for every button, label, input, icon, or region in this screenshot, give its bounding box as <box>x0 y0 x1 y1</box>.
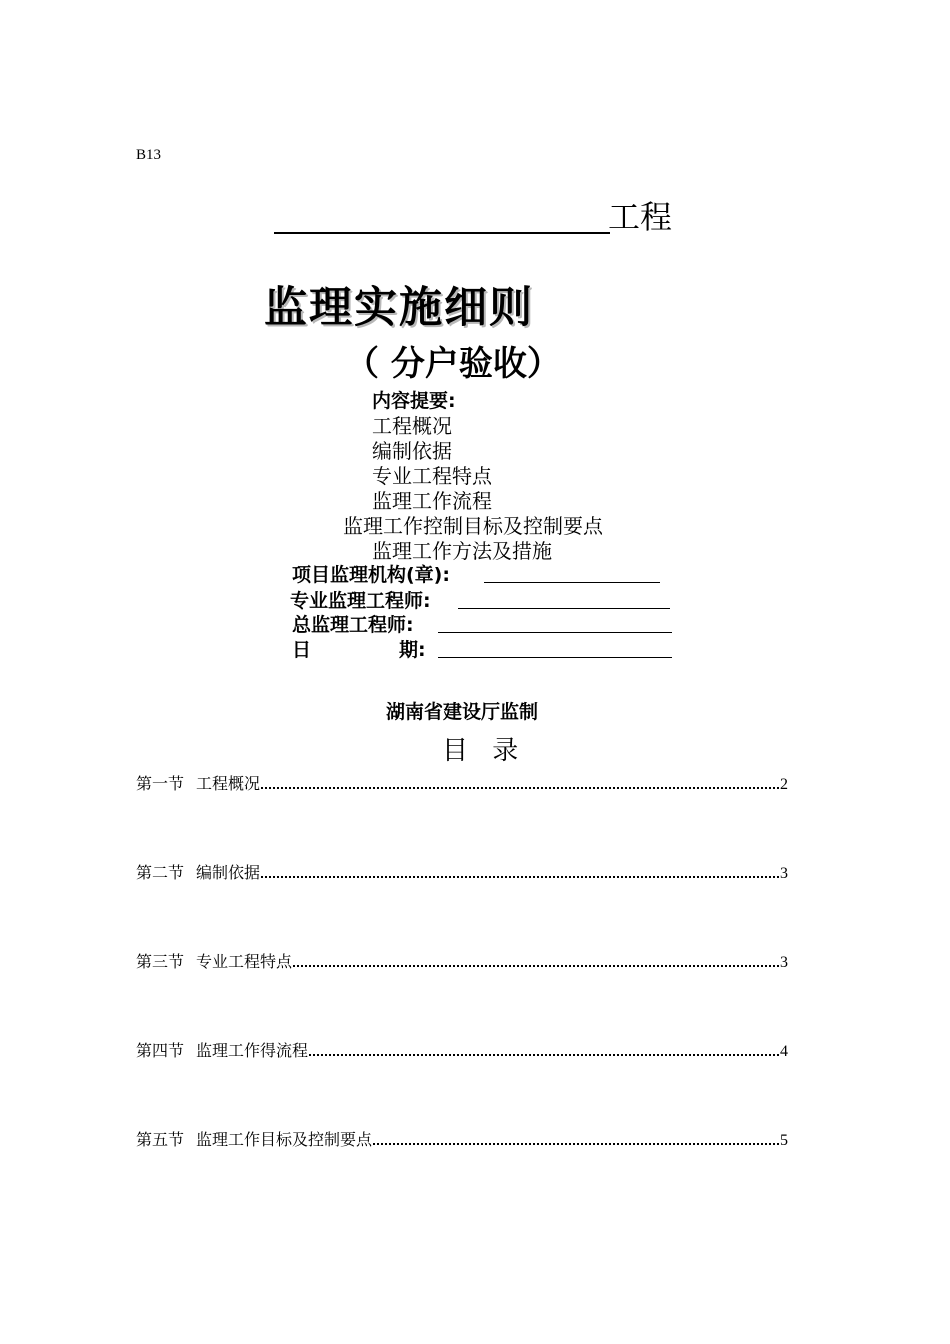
toc-entry <box>136 859 788 883</box>
project-name-blank <box>274 196 610 234</box>
document-code: B13 <box>136 147 162 163</box>
summary-item: 工程概况 <box>372 414 452 438</box>
toc-entry-title: 编制依据 <box>196 863 261 882</box>
summary-item: 监理工作方法及措施 <box>372 539 552 563</box>
summary-item: 监理工作控制目标及控制要点 <box>343 514 603 538</box>
toc-entry-title: 工程概况 <box>196 774 261 793</box>
toc-entry-title: 监理工作目标及控制要点 <box>196 1130 373 1149</box>
toc-leader <box>261 870 779 878</box>
summary-item: 监理工作流程 <box>372 489 492 513</box>
signature-line-agency <box>484 562 660 583</box>
signature-line-engineer <box>458 588 670 609</box>
issuer-text: 湖南省建设厅监制 <box>386 701 539 723</box>
signature-row-engineer <box>290 586 431 612</box>
toc-page-number: 5 <box>780 1132 788 1149</box>
signature-label: 总监理工程师: <box>292 614 414 636</box>
signature-label: 项目监理机构(章): <box>292 564 450 586</box>
summary-item: 专业工程特点 <box>372 464 492 488</box>
toc-section: 第五节 <box>136 1130 185 1149</box>
signature-line-date <box>438 637 672 658</box>
toc-page-number: 3 <box>780 865 788 882</box>
toc-entry-title: 专业工程特点 <box>196 952 293 971</box>
project-suffix: 工程 <box>608 198 673 236</box>
toc-entry <box>136 770 788 794</box>
toc-entry <box>136 1037 788 1061</box>
summary-item: 编制依据 <box>372 439 452 463</box>
date-label-b: 期: <box>399 639 426 661</box>
summary-label: 内容提要: <box>372 390 456 412</box>
toc-leader <box>373 1137 779 1145</box>
toc-entry-title: 监理工作得流程 <box>196 1041 309 1060</box>
toc-leader <box>261 781 779 789</box>
toc-leader <box>293 959 779 967</box>
document-title: 监理实施细则 <box>264 283 534 333</box>
toc-section: 第三节 <box>136 952 185 971</box>
toc-entry <box>136 1126 788 1150</box>
date-label-a: 日 <box>292 639 312 661</box>
signature-line-chief <box>438 612 672 633</box>
toc-page-number: 4 <box>780 1043 788 1060</box>
toc-section: 第一节 <box>136 774 185 793</box>
toc-page-number: 2 <box>780 776 788 793</box>
toc-entry <box>136 948 788 972</box>
document-subtitle: （ 分户验收） <box>345 344 561 384</box>
toc-title: 目 录 <box>442 736 527 766</box>
toc-section: 第四节 <box>136 1041 185 1060</box>
signature-row-chief <box>292 610 414 636</box>
signature-row-date <box>292 635 426 661</box>
signature-row-agency <box>292 560 450 586</box>
toc-section: 第二节 <box>136 863 185 882</box>
toc-page-number: 3 <box>780 954 788 971</box>
signature-label: 专业监理工程师: <box>290 590 431 612</box>
toc-leader <box>309 1048 779 1056</box>
